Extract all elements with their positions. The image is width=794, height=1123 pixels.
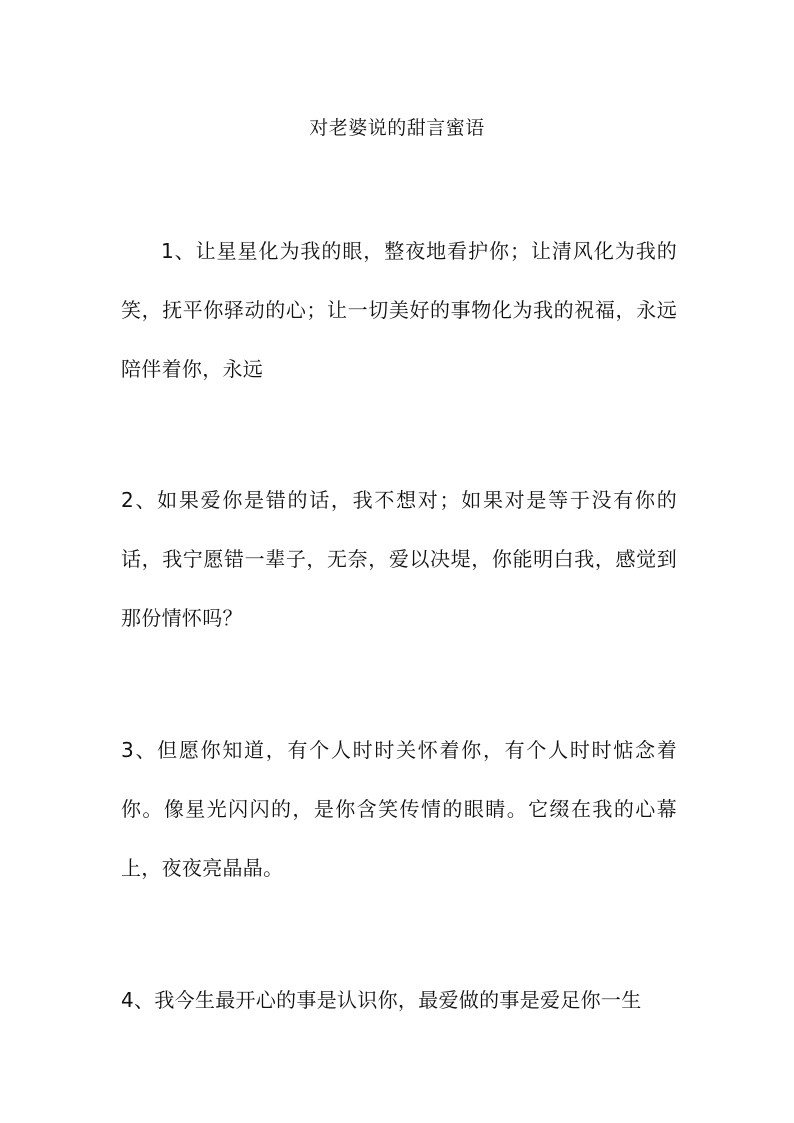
- paragraph-1: 1、让星星化为我的眼，整夜地看护你；让清风化为我的笑，抚平你驿动的心；让一切美好的事物化为我的祝福，永远陪伴着你，永远: [121, 239, 677, 381]
- paragraph-3: 3、但愿你知道，有个人时时关怀着你，有个人时时惦念着你。像星光闪闪的，是你含笑传情的眼睛。它缀在我的心幕上，夜夜亮晶晶。: [121, 738, 677, 880]
- page-title: 对老婆说的甜言蜜语: [309, 117, 485, 139]
- paragraph-2: 2、如果爱你是错的话，我不想对；如果对是等于没有你的话，我宁愿错一辈子，无奈，爱以决堤，你能明白我，感觉到那份情怀吗？: [121, 488, 677, 630]
- paragraph-4: 4、我今生最开心的事是认识你，最爱做的事是爱足你一生: [121, 988, 642, 1012]
